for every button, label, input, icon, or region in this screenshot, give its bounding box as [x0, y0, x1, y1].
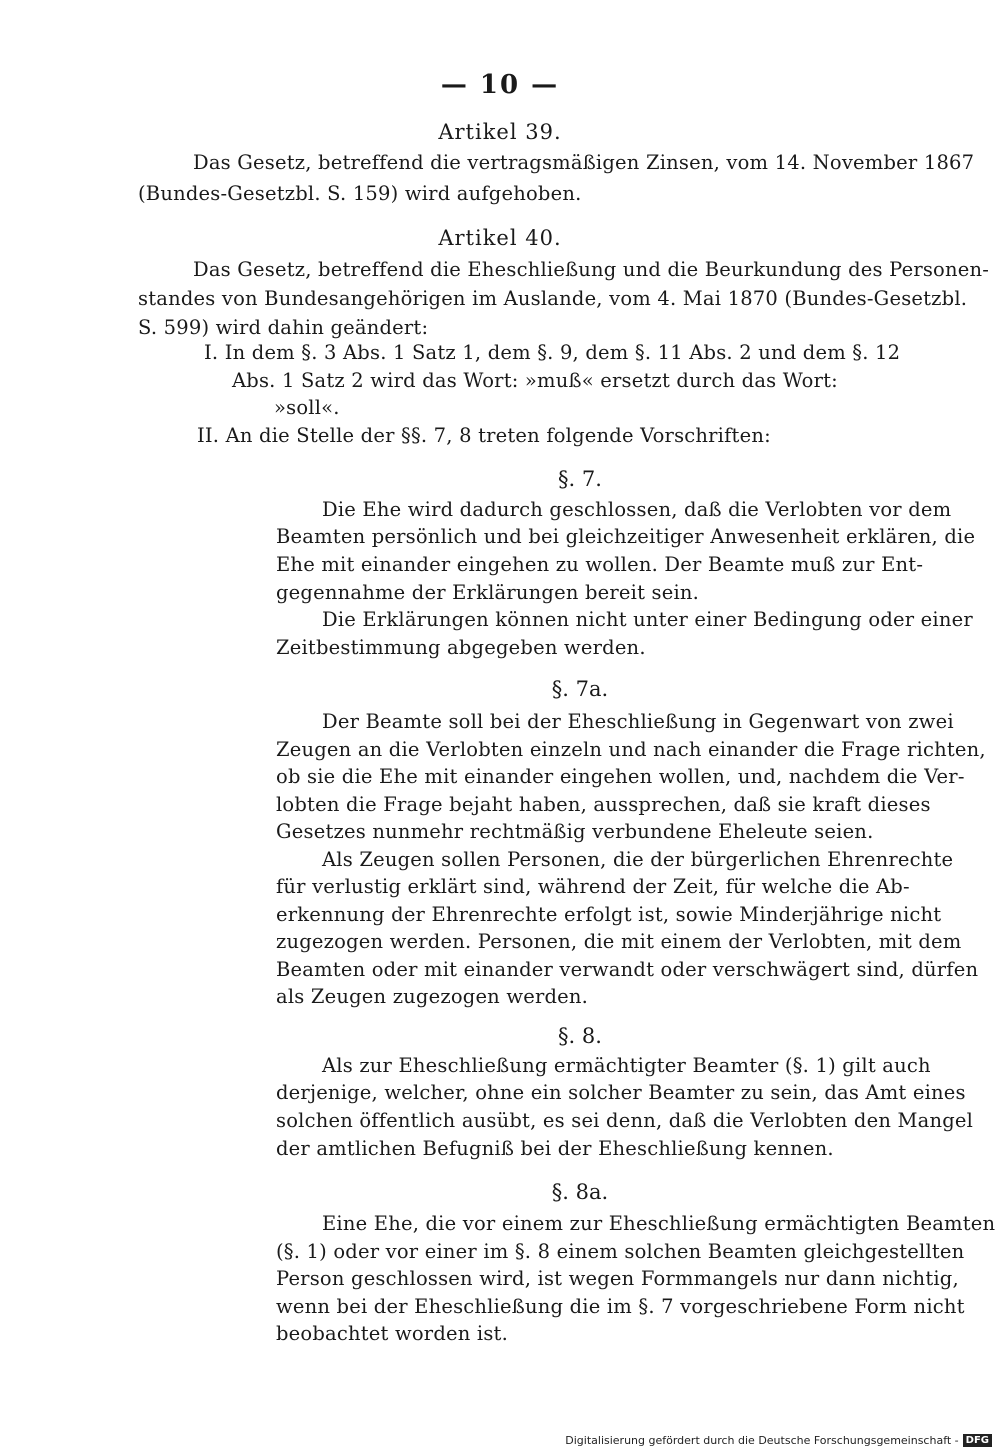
section-8-line: derjenige, welcher, ohne ein solcher Beamter zu sein, das Amt eines — [276, 1081, 966, 1104]
section-7-line: Zeitbestimmung abgegeben werden. — [276, 636, 646, 659]
amendment-item-1-line: I. In dem §. 3 Abs. 1 Satz 1, dem §. 9, dem §. 11 Abs. 2 und dem §. 12 — [204, 341, 901, 364]
article-40-intro-line: standes von Bundesangehörigen im Auslande, vom 4. Mai 1870 (Bundes-Gesetzbl. — [138, 287, 968, 310]
section-8-line: Als zur Eheschließung ermächtigter Beamter (§. 1) gilt auch — [322, 1054, 931, 1077]
section-7a-line: für verlustig erklärt sind, während der Zeit, für welche die Ab- — [276, 875, 910, 898]
article-40-heading: Artikel 40. — [438, 226, 562, 250]
section-8a-line: beobachtet worden ist. — [276, 1322, 508, 1345]
section-7a-line: Zeugen an die Verlobten einzeln und nach einander die Frage richten, — [276, 738, 986, 761]
article-39-line: (Bundes-Gesetzbl. S. 159) wird aufgehoben. — [138, 182, 582, 205]
amendment-item-2-line: II. An die Stelle der §§. 7, 8 treten folgende Vorschriften: — [197, 424, 771, 447]
page-number: — 10 — — [440, 70, 560, 100]
section-7-heading: §. 7. — [558, 467, 602, 491]
section-8a-heading: §. 8a. — [551, 1180, 609, 1204]
dfg-logo: DFG — [963, 1434, 992, 1447]
article-40-intro-line: S. 599) wird dahin geändert: — [138, 316, 429, 339]
section-7a-line: lobten die Frage bejaht haben, aussprechen, daß sie kraft dieses — [276, 793, 931, 816]
amendment-item-1-line: »soll«. — [274, 396, 340, 419]
section-7-line: Ehe mit einander eingehen zu wollen. Der Beamte muß zur Ent- — [276, 553, 924, 576]
section-7a-line: ob sie die Ehe mit einander eingehen wollen, und, nachdem die Ver- — [276, 765, 965, 788]
section-7-line: Die Ehe wird dadurch geschlossen, daß die Verlobten vor dem — [322, 498, 952, 521]
section-7-line: Die Erklärungen können nicht unter einer Bedingung oder einer — [322, 608, 973, 631]
digitization-credit — [565, 1434, 992, 1447]
article-39-heading: Artikel 39. — [438, 120, 562, 144]
section-8-line: solchen öffentlich ausübt, es sei denn, daß die Verlobten den Mangel — [276, 1109, 974, 1132]
section-8a-line: wenn bei der Eheschließung die im §. 7 vorgeschriebene Form nicht — [276, 1295, 965, 1318]
section-7a-line: Als Zeugen sollen Personen, die der bürgerlichen Ehrenrechte — [322, 848, 954, 871]
section-8a-line: (§. 1) oder vor einer im §. 8 einem solchen Beamten gleichgestellten — [276, 1240, 965, 1263]
section-7a-line: zugezogen werden. Personen, die mit einem der Verlobten, mit dem — [276, 930, 962, 953]
section-8a-line: Person geschlossen wird, ist wegen Formmangels nur dann nichtig, — [276, 1267, 959, 1290]
section-7a-line: erkennung der Ehrenrechte erfolgt ist, sowie Minderjährige nicht — [276, 903, 942, 926]
section-8a-line: Eine Ehe, die vor einem zur Eheschließung ermächtigten Beamten — [322, 1212, 996, 1235]
section-8-line: der amtlichen Befugniß bei der Eheschließung kennen. — [276, 1137, 834, 1160]
section-7a-line: Beamten oder mit einander verwandt oder verschwägert sind, dürfen — [276, 958, 979, 981]
digitization-credit-text: Digitalisierung gefördert durch die Deutsche Forschungsgemeinschaft - — [565, 1434, 959, 1447]
section-7a-heading: §. 7a. — [551, 677, 609, 701]
section-7-line: Beamten persönlich und bei gleichzeitiger Anwesenheit erklären, die — [276, 525, 976, 548]
section-8-heading: §. 8. — [558, 1024, 602, 1048]
amendment-item-1-line: Abs. 1 Satz 2 wird das Wort: »muß« ersetzt durch das Wort: — [232, 369, 838, 392]
section-7-line: gegennahme der Erklärungen bereit sein. — [276, 581, 700, 604]
article-39-line: Das Gesetz, betreffend die vertragsmäßigen Zinsen, vom 14. November 1867 — [193, 151, 975, 174]
section-7a-line: Gesetzes nunmehr rechtmäßig verbundene Eheleute seien. — [276, 820, 874, 843]
section-7a-line: Der Beamte soll bei der Eheschließung in Gegenwart von zwei — [322, 710, 954, 733]
section-7a-line: als Zeugen zugezogen werden. — [276, 985, 589, 1008]
article-40-intro-line: Das Gesetz, betreffend die Eheschließung und die Beurkundung des Personen- — [193, 258, 990, 281]
